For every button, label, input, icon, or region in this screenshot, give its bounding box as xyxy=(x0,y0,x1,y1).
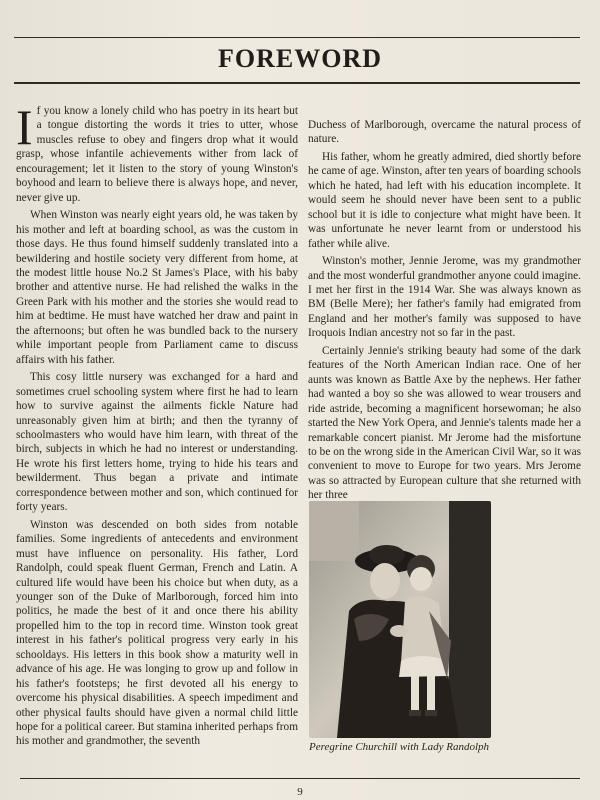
paragraph: When Winston was nearly eight years old, he was taken by his mother and left at boarding school, as was the custom in those days. He thus found himself suddenly translated into a bewildering and hostile society very different from home, at the modest little house No.2 St James's Place, with his baby brother and attentive nurse. He had relished the walks in the Green Park with his mother and the stories she would read to him at bedtime. He must have watched her draw and paint in the afternoons; but often he was bundled back to the nursery while important people from Parliament came to discuss affairs with his father. xyxy=(16,209,298,366)
bottom-rule xyxy=(20,778,580,779)
page-title: FOREWORD xyxy=(218,44,382,73)
paragraph: This cosy little nursery was exchanged for a hard and sometimes cruel schooling system where first he had to learn how to survive against the ailments fickle Nature had unreasonably given him at birth; and then the tyranny of schoolmasters who would have him learn, with threat of the birch, subjects in which he had no interest or understanding. He wrote his first letters home, trying to hide his tears and bewilderment. Thus began a private and intimate correspondence between mother and son, which continued for forty years. xyxy=(16,371,298,514)
paragraph: Duchess of Marlborough, overcame the natural process of nature. xyxy=(308,119,581,146)
heading-rule xyxy=(14,82,580,84)
left-column xyxy=(16,99,298,752)
right-column xyxy=(308,118,581,506)
drop-cap: I xyxy=(16,99,33,155)
paragraph: Winston was descended on both sides from notable families. Some ingredients of antecedents and environment must have influence on personality. His father, Lord Randolph, could speak fluent German, French and Latin. A cultured life would have been his choice but when duty, as a younger son of the Duke of Marlborough, forced him into politics, he made the best of it and once there his ability propelled him to the top in record time. Winston took great interest in his father's political progress very early in his schooldays. His letters in this book show a maturity well in advance of his age. He was longing to grow up and follow in his father's footsteps; he first devoted all his energy to overcome his physical disabilities. A speech impediment and other physical faults should have given a normal child little hope for a political career. But stamina inherited perhaps from his mother and grandmother, the seventh xyxy=(16,518,298,748)
paragraph: His father, whom he greatly admired, died shortly before he came of age. Winston, after ten years of boarding schools which he hated, had left with his education incomplete. It would seem he should never have been sent to a public school but it is idle to conjecture what might have been. It was unfortunate he never learnt from or understood his father while alive. xyxy=(308,150,581,250)
paragraph-text: f you know a lonely child who has poetry in its heart but a tongue distorting the words it tries to utter, whose muscles refuse to obey and fingers drop what it would grasp, whose infantile achievements wither from lack of encouragement; let it listen to the story of young Winston's boyhood and learn to believe there is always hope, and never, never give up. xyxy=(16,105,298,204)
photo-caption: Peregrine Churchill with Lady Randolph xyxy=(309,741,490,753)
paragraph: Certainly Jennie's striking beauty had some of the dark features of the North American Indian race. One of her aunts was known as Battle Axe by the nephews. Her father had wanted a boy so she was allowed to wear trousers and ride astride, becoming a magnificent horsewoman; he also started the New York Opera, and Jennie's talents made her a remarkable concert pianist. Mr Jerome had the misfortune to be on the wrong side in the American Civil War, so it was convenient to move to Europe for two years. Mrs Jerome was so attracted by European culture that she returned with her three xyxy=(308,344,581,502)
historical-photo xyxy=(309,501,491,738)
page-number: 9 xyxy=(297,786,303,798)
photo-illustration xyxy=(309,501,491,738)
paragraph: Winston's mother, Jennie Jerome, was my grandmother and the most wonderful grandmother anyone could imagine. I met her first in the 1914 War. She was always known as BM (Belle Mere); her father's family had emigrated from England and her mother's family was supposed to have Iroquois Indian ancestry not so far in the past. xyxy=(308,255,581,340)
top-rule xyxy=(14,37,580,38)
paragraph xyxy=(16,99,298,205)
